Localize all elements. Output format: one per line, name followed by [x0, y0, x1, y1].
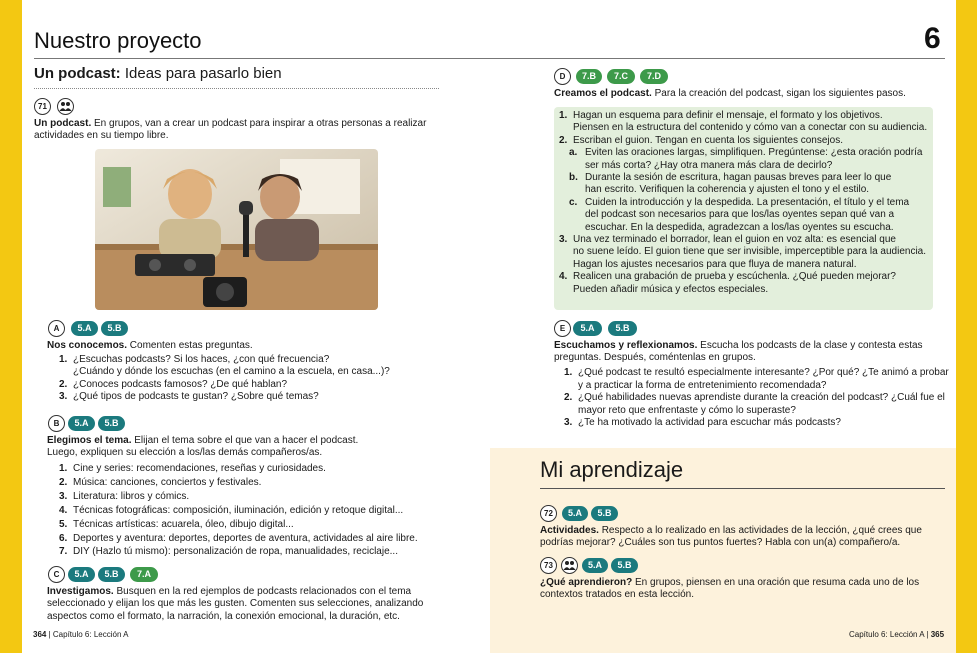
footer-right: Capítulo 6: Lección A | 365 — [849, 630, 945, 639]
mi-aprendizaje-rule — [540, 488, 945, 489]
tag: 5.A — [68, 416, 95, 431]
section-d-steps — [559, 110, 929, 296]
list-item: a. Eviten las oraciones largas, simplifiquen. Pregúntense: ¿esta oración podría ser más corta? ¿Hay otra manera más clara de decirlo? — [569, 147, 923, 171]
footer-left: 364 | Capítulo 6: Lección A — [33, 630, 129, 639]
list-item: 1. Cine y series: recomendaciones, reseñas y curiosidades. — [59, 463, 326, 474]
tag: 5.A — [71, 321, 98, 336]
list-item: 2. ¿Qué habilidades nuevas aprendiste durante la creación del podcast? ¿Cuál fue el mayor reto que enfrentaste y cómo lo superaste? — [564, 392, 945, 416]
tag: 7.A — [130, 567, 158, 582]
list-item: b. Durante la sesión de escritura, hagan pausas breves para leer lo que han escrito. Verifiquen la coherencia y ajusten el tono y el estilo. — [569, 172, 892, 196]
section-b-heading: Elegimos el tema. Elijan el tema sobre el que van a hacer el podcast. Luego, expliquen su elección a los/las demás compañeros/as. — [47, 435, 359, 459]
section-b-list — [59, 462, 449, 559]
chapter-number: 6 — [924, 22, 941, 55]
group-icon — [57, 98, 74, 115]
list-item: 6. Deportes y aventura: deportes, deportes de aventura, actividades al aire libre. — [59, 532, 418, 544]
list-item: 4. Realicen una grabación de prueba y escúchenla. ¿Qué pueden mejorar? Pueden añadir música y efectos especiales. — [559, 271, 896, 295]
list-item: 5. Técnicas artísticas: acuarela, óleo, dibujo digital... — [59, 518, 294, 530]
tag: 5.A — [562, 506, 588, 521]
list-item: 7. DIY (Hazlo tú mismo): personalización de ropa, manualidades, reciclaje... — [59, 546, 398, 558]
section-e-list — [564, 367, 949, 430]
list-item: 1. ¿Qué podcast te resultó especialmente interesante? ¿Por qué? ¿Te animó a probar y a practicar la forma de entretenimiento recomendada? — [564, 367, 949, 391]
group-icon — [561, 557, 578, 574]
tag: 5.B — [98, 416, 125, 431]
tag: 5.B — [611, 558, 638, 573]
list-item: 2. ¿Conoces podcasts famosos? ¿De qué hablan? — [59, 378, 288, 390]
subtitle-divider — [34, 88, 439, 89]
section-e-marker: E — [554, 320, 571, 337]
tag: 7.D — [640, 69, 668, 84]
tag: 5.A — [573, 321, 602, 336]
activity-number-71: 71 — [34, 98, 51, 115]
activity-number-72: 72 — [540, 505, 557, 522]
left-page-edge — [0, 0, 22, 653]
section-c-paragraph: Investigamos. Busquen en la red ejemplos de podcasts relacionados con el tema seleccionado y elijan los que más les gusten. Comenten sus selecciones, analizando aspectos como el formato, la narración, la conexión emocional, la duración, etc. — [47, 586, 424, 622]
list-item: 4. Técnicas fotográficas: composición, iluminación, edición y retoque digital... — [59, 504, 404, 516]
tag: 5.A — [68, 567, 95, 582]
list-item: 2. Escriban el guion. Tengan en cuenta los siguientes consejos. — [559, 134, 843, 146]
list-item: c. Cuiden la introducción y la despedida. La presentación, el título y el tema del podcast son necesarios para que los/las oyentes sepan qué van a escuchar. En la despedida, agradezcan a los/las oyentes su escucha. — [569, 196, 910, 233]
list-item: 1. ¿Escuchas podcasts? Si los haces, ¿con qué frecuencia? ¿Cuándo y dónde los escuchas (en el camino a la escuela, en casa...)? — [59, 354, 390, 378]
section-b-marker: B — [48, 415, 65, 432]
section-d-heading: Creamos el podcast. Para la creación del podcast, sigan los siguientes pasos. — [554, 88, 906, 99]
page-title: Nuestro proyecto — [34, 28, 202, 53]
section-a-heading: Nos conocemos. Comenten estas preguntas. — [47, 340, 253, 351]
tag: 7.C — [607, 69, 635, 84]
title-rule — [34, 58, 945, 59]
section-e-heading: Escuchamos y reflexionamos. Escucha los podcasts de la clase y contesta estas preguntas. Después, coméntenlas en grupos. — [554, 340, 923, 364]
list-item: 3. ¿Te ha motivado la actividad para escuchar más podcasts? — [564, 417, 841, 429]
list-item: 1. Hagan un esquema para definir el mensaje, el formato y los objetivos. Piensen en la estructura del contenido y cómo van a conectar con su audiencia. — [559, 110, 928, 134]
tag: 5.B — [101, 321, 128, 336]
section-d-marker: D — [554, 68, 571, 85]
tag: 7.B — [576, 69, 602, 84]
tag: 5.B — [608, 321, 637, 336]
list-item: 3. Una vez terminado el borrador, lean el guion en voz alta: es esencial que no suene leído. El guion tiene que ser invisible, imperceptible para la audiencia. Hagan los ajustes necesarios para que fluya de manera natural. — [559, 234, 927, 270]
activity-number-73: 73 — [540, 557, 557, 574]
section-a-marker: A — [48, 320, 65, 337]
section-a-list — [59, 354, 449, 404]
item-72-paragraph: Actividades. Respecto a lo realizado en las actividades de la lección, ¿qué crees que podrías mejorar? ¿Cuáles son tus puntos fuertes? Habla con un(a) compañero/a. — [540, 525, 922, 549]
tag: 5.B — [98, 567, 125, 582]
right-page-edge — [956, 0, 977, 653]
list-item: 2. Música: canciones, conciertos y festivales. — [59, 476, 262, 488]
list-item: 3. Literatura: libros y cómics. — [59, 490, 190, 502]
section-subtitle: Un podcast: Ideas para pasarlo bien — [34, 65, 282, 82]
podcast-photo — [95, 149, 378, 310]
section-c-marker: C — [48, 566, 65, 583]
intro-paragraph: Un podcast. En grupos, van a crear un podcast para inspirar a otras personas a realizar actividades en su tiempo libre. — [34, 118, 427, 142]
tag: 5.A — [582, 558, 608, 573]
mi-aprendizaje-title: Mi aprendizaje — [540, 457, 684, 482]
list-item: 3. ¿Qué tipos de podcasts te gustan? ¿Sobre qué temas? — [59, 391, 319, 403]
item-73-paragraph: ¿Qué aprendieron? En grupos, piensen en una oración que resuma cada uno de los contextos tratados en esta lección. — [540, 577, 920, 601]
tag: 5.B — [591, 506, 618, 521]
